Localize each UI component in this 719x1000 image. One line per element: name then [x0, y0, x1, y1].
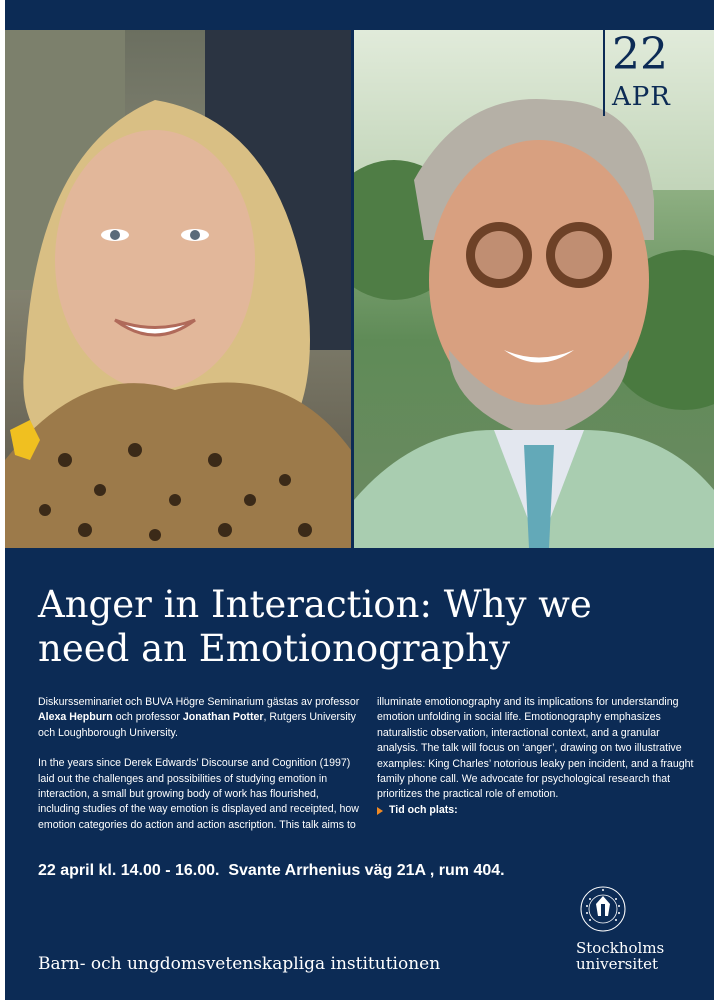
time-place-heading [377, 803, 695, 818]
logo-line-2: universitet [576, 955, 659, 973]
intro-suffix: , Rutgers University och Loughborough University. [38, 711, 356, 739]
intro-paragraph [38, 695, 360, 741]
abstract-right: illuminate emotionography and its implications for understanding emotion unfolding in social life. Emotionography emphasizes naturalistic observation, interactional context, and a granular analysis. The talk will focus on ‘anger’, drawing on two illustrative examples: King Charles’ notorious leaky pen incident, and a fraught family phone call. We advocate for psychological research that prioritizes the practical role of emotion. [377, 696, 694, 801]
portrait-alexa-hepburn [5, 30, 351, 548]
event-title: Anger in Interaction: Why we need an Emotionography [38, 583, 592, 671]
triangle-bullet-icon [377, 807, 383, 815]
top-bar [5, 0, 714, 30]
date-month: APR [612, 82, 671, 112]
abstract-left: In the years since Derek Edwards’ Discourse and Cognition (1997) laid out the challenges and possibilities of studying emotion in interaction, a small but growing body of work has flourished, including studies of the way emotion is displayed and receipted, how emotion categories do action and action ascription. This talk aims to [38, 757, 359, 831]
date-day: 22 [612, 29, 668, 80]
department-name: Barn- och ungdomsvetenskapliga institutionen [38, 954, 441, 974]
university-logo-text [576, 940, 664, 972]
university-seal-icon [578, 884, 628, 934]
speaker-2: Jonathan Potter [182, 711, 264, 724]
description-left-column [38, 695, 360, 833]
intro-prefix: Diskursseminariet och BUVA Högre Seminarium gästas av professor [38, 696, 360, 708]
logo-line-1: Stockholms [576, 939, 665, 957]
time-place-label: Tid och plats: [389, 803, 458, 816]
event-poster [5, 0, 714, 1000]
event-datetime-location: 22 april kl. 14.00 - 16.00. Svante Arrhenius väg 21A , rum 404. [38, 862, 505, 879]
description-right-column [377, 695, 695, 818]
intro-middle: och professor [112, 711, 183, 724]
speaker-1: Alexa Hepburn [38, 711, 113, 724]
